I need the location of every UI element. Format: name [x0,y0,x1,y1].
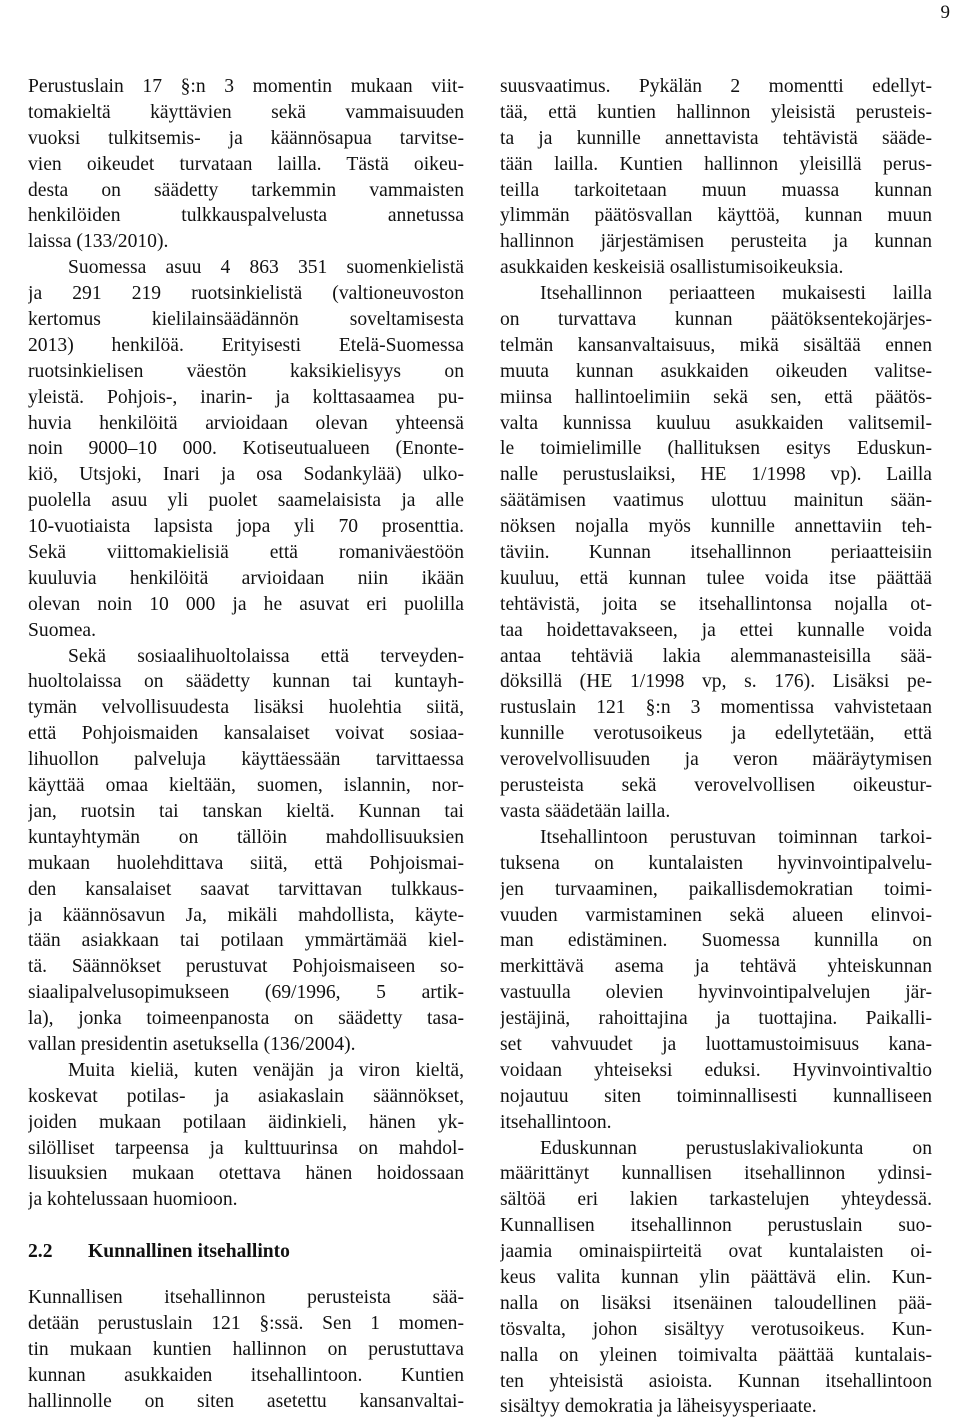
text-line: että Pohjoismaiden kansalaiset voivat sosiaa- [28,723,464,745]
text-line: Kunnallisen itsehallinnon perustuslain suo- [500,1215,932,1237]
text-line: koskevat potilas- ja asiakaslain säännökset, [28,1085,464,1107]
text-line: perusteista sekä verovelvollisen oikeustur- [500,775,932,797]
text-line: 10-vuotiaista lapsista jopa yli 70 prosenttia. [28,516,464,538]
text-line: jan, ruotsin tai tanskan kieltä. Kunnan tai [28,800,464,822]
text-line: vallan presidentin asetuksella (136/2004). [28,1033,356,1055]
text-line: Suomessa asuu 4 863 351 suomenkielistä [68,257,464,279]
page-number: 9 [940,2,950,23]
text-line: man edistäminen. Suomessa kunnilla on [500,930,932,952]
text-line: detään perustuslain 121 §:ssä. Sen 1 momen- [28,1313,464,1335]
text-line: huoltolaissa on säädetty kunnan tai kuntayh- [28,671,464,693]
text-line: valta kunnissa kuuluu asukkaiden valitsemil- [500,412,932,434]
text-line: silölliset tarpeensa ja kulttuurinsa on mahdol- [28,1137,464,1159]
text-line: sältöä eri lakien tarkastelujen yhteydessä. [500,1189,932,1211]
text-line: Eduskunnan perustuslakivaliokunta on [540,1137,932,1159]
text-line: hallinnon järjestämisen perusteita ja kunnan [500,231,932,253]
text-line: tymän velvollisuudesta lisäksi huolehtia siitä, [28,697,464,719]
text-line: Perustuslain 17 §:n 3 momentin mukaan viit- [28,76,464,97]
text-line: noin 9000–10 000. Kotiseutualueen (Enonte- [28,438,464,460]
text-line: taa hoidettavakseen, ja ettei kunnalle voida [500,619,932,641]
text-line: Suomea. [28,619,97,641]
text-line: siaalipalvelusopimukseen (69/1996, 5 artik- [28,982,464,1004]
text-line: vuoksi tulkitsemis- ja käännösapua tarvitse- [28,127,464,149]
text-line: den kansalaiset saavat tarvittavan tulkkaus- [28,878,464,900]
text-line: yleistä. Pohjois-, inarin- ja kolttasaamea pu- [28,386,464,408]
text-line: Muita kieliä, kuten venäjän ja viron kieltä, [68,1059,464,1081]
text-line: desta on säädetty tarkemmin vammaisten [28,179,464,201]
text-line: on turvattava kunnan päätöksentekojärjes- [500,309,932,331]
text-line: nalla on lisäksi itsenäinen taloudellinen pää- [500,1292,932,1314]
text-line: asukkaiden keskeisiä osallistumisoikeuksia. [500,257,844,279]
left-column [28,74,464,1415]
text-line: set vahvuudet ja luottamustoimisuus kana- [500,1033,932,1055]
text-line: suusvaatimus. Pykälän 2 momentti edellyt- [500,76,932,97]
text-line: huvia henkilöitä arvioidaan olevan yhteensä [28,412,464,434]
text-line: ja käännösavun Ja, mikäli mahdollista, käyte- [28,904,464,926]
section-title: Kunnallinen itsehallinto [88,1241,290,1263]
text-line: kuuluvia henkilöitä arvioidaan niin ikään [28,567,464,589]
text-line: tään asiakkaan tai potilaan ymmärtämää kiel- [28,930,464,952]
text-line: ja 291 219 ruotsinkielistä (valtioneuvoston [28,283,464,305]
text-line: teilla tarkoitetaan muun muassa kunnan [500,179,932,201]
text-line: 2013) henkilöä. Erityisesti Etelä-Suomessa [28,334,464,356]
text-line: jen turvaaminen, paikallisdemokratian toimi- [500,878,932,900]
text-line: tää, että kuntien hallinnon yleisistä perusteis- [500,101,932,123]
text-line: tuksena on kuntalaisten hyvinvointipalvelu- [500,852,932,874]
text-line: nalla on yleinen toimivalta päättää kuntalais- [500,1344,932,1366]
text-line: Sekä sosiaalihuoltolaissa että terveyden- [68,645,464,667]
text-line: nöksen nojalla myös kunnille annettaviin teh- [500,516,932,538]
text-line: käyttää omaa kieltään, suomen, islannin, nor- [28,775,464,797]
text-line: tä. Säännökset perustuvat Pohjoismaiseen so- [28,956,464,978]
text-line: antaa tehtäviä lakia alemmanasteisilla sää- [500,645,932,667]
text-line: joiden mukaan potilaan äidinkieli, hänen yk- [28,1111,464,1133]
text-line: puolella asuu yli puolet saamelaisista ja alle [28,490,464,512]
text-line: döksillä (HE 1/1998 vp, s. 176). Lisäksi pe- [500,671,932,693]
right-column [500,74,932,1420]
text-line: verovelvollisuuden ja veron määräytymisen [500,749,932,771]
text-line: ylimmän päätösvallan käyttöä, kunnan muun [500,205,932,227]
text-line: kuuluu, että kunnan tulee voida itse päättää [500,567,932,589]
text-line: Itsehallintoon perustuvan toiminnan tarkoi- [540,826,932,848]
text-line: laissa (133/2010). [28,231,169,253]
text-line: kiö, Utsjoki, Inari ja osa Sodankylää) ulko- [28,464,464,486]
text-line: kuntayhtymän on tällöin mahdollisuuksien [28,826,464,848]
text-line: vien oikeudet turvataan lailla. Tästä oikeu- [28,153,464,175]
text-line: ruotsinkielisen väestön kaksikielisyys on [28,360,464,382]
text-line: tösvalta, johon sisältyy verotusoikeus. Kun- [500,1318,932,1340]
text-line: Kunnallisen itsehallinnon perusteista sää- [28,1287,464,1309]
text-line: nalle perustuslaiksi, HE 1/1998 vp). Lailla [500,464,932,486]
text-line: mukaan huolehdittava siitä, että Pohjoismai- [28,852,464,874]
text-line: voidaan yhteiseksi eduksi. Hyvinvointivaltio [500,1059,932,1081]
text-line: nojautuu siten toiminnallisesti kunnalliseen [500,1085,932,1107]
text-line: Sekä viittomakielisiä että romaniväestöön [28,542,464,564]
text-line: tomakieltä käyttävien sekä vammaisuuden [28,101,464,123]
text-line: miinsa hallintoelimiin sekä sen, että päätös- [500,386,932,408]
text-line: hallinnolle on siten asetettu kansanvaltai- [28,1390,464,1412]
text-line: le toimielimille (hallituksen esitys Eduskun- [500,438,932,460]
text-line: vasta säädetään lailla. [500,800,671,822]
text-line: la), jonka toimeenpanosta on säädetty tasa- [28,1008,464,1030]
text-line: täviin. Kunnan itsehallinnon periaatteisiin [500,542,932,564]
text-line: lisuuksien mukaan otettava hänen hoidossaan [28,1163,464,1185]
text-line: jaamia ominaispiirteitä ovat kuntalaisten oi- [500,1241,932,1263]
text-line: rustuslain 121 §:n 3 momentissa vahvistetaan [500,697,932,719]
section-number: 2.2 [28,1241,53,1263]
text-line: jestäjinä, rahoittajina ja tuottajina. Paikalli- [500,1008,932,1030]
text-line: muuta kunnan asukkaiden oikeuden valitse- [500,360,932,382]
text-line: kunnille verotusoikeus ja edellytetään, että [500,723,932,745]
text-line: kunnan asukkaiden itsehallintoon. Kuntien [28,1364,464,1386]
text-line: ten yhteisistä asioista. Kunnan itsehallintoon [500,1370,932,1392]
text-line: määrittänyt kunnallisen itsehallinnon ydinsi- [500,1163,932,1185]
text-line: olevan noin 10 000 ja he asuvat eri puolilla [28,593,464,615]
text-line: sisältyy demokratia ja läheisyysperiaate. [500,1396,817,1418]
text-line: kertomus kielilainsäädännön soveltamisesta [28,309,464,331]
text-line: itsehallintoon. [500,1111,612,1133]
text-line: tään lailla. Kuntien hallinnon yleisillä perus- [500,153,932,175]
text-line: vuuden varmistaminen sekä alueen elinvoi- [500,904,932,926]
text-line: lihuollon palveluja käyttäessään tarvittaessa [28,749,464,771]
section-heading [28,1239,464,1265]
text-line: tin mukaan kuntien hallinnon on perustuttava [28,1338,464,1360]
text-line: ta ja kunnille annettavista tehtävistä sääde- [500,127,932,149]
text-line: merkittävä asema ja tehtävä yhteiskunnan [500,956,932,978]
text-line: ja kohtelussaan huomioon. [28,1189,238,1211]
text-line: Itsehallinnon periaatteen mukaisesti lailla [540,283,932,305]
text-line: telmän kansanvaltaisuus, mikä sisältää ennen [500,334,932,356]
text-line: vastuulla olevien hyvinvointipalvelujen jär- [500,982,932,1004]
text-line: tehtävistä, joita se itsehallintonsa nojalla ot- [500,593,932,615]
text-line: säätämisen vaatimus ulottuu mainitun sään- [500,490,932,512]
text-line: keus valita kunnan ylin päättävä elin. Kun- [500,1266,932,1288]
text-line: henkilöiden tulkkauspalvelusta annetussa [28,205,464,227]
